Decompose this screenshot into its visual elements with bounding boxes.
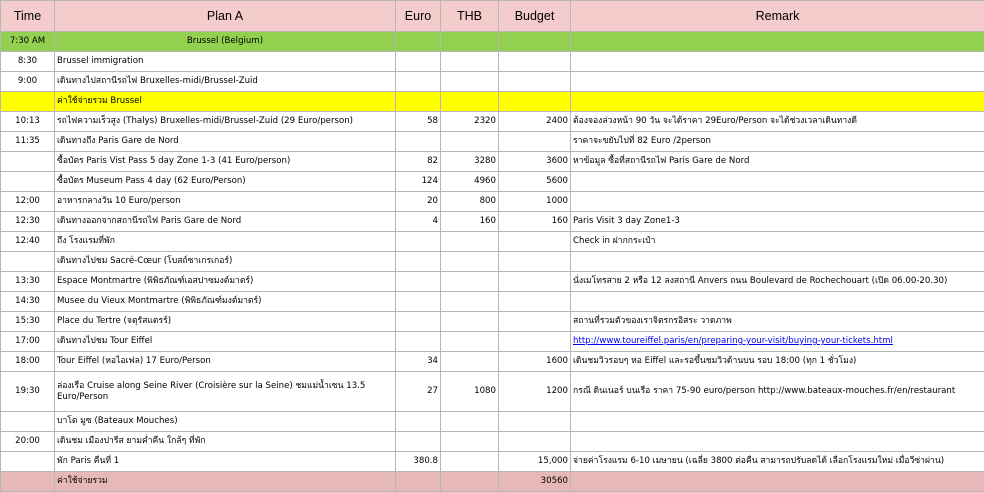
- plan-cell[interactable]: พัก Paris คืนที่ 1: [55, 452, 396, 472]
- remark-cell[interactable]: สถานที่รวมตัวของเราจิตรกรอิสระ วาดภาพ: [571, 312, 984, 332]
- remark-cell[interactable]: [571, 72, 984, 92]
- remark-cell[interactable]: [571, 332, 984, 352]
- time-cell[interactable]: 12:40: [1, 232, 55, 252]
- table-row: [1, 372, 984, 412]
- budget-cell[interactable]: [499, 92, 571, 112]
- thb-cell[interactable]: 800: [441, 192, 499, 212]
- time-cell[interactable]: 20:00: [1, 432, 55, 452]
- plan-cell[interactable]: ซื้อบัตร Museum Pass 4 day (62 Euro/Person): [55, 172, 396, 192]
- plan-cell[interactable]: Brussel (Belgium): [55, 32, 396, 52]
- euro-cell[interactable]: [396, 92, 441, 112]
- remark-cell[interactable]: กรณี ดินเนอร์ บนเรือ ราคา 75-90 euro/person http://www.bateaux-mouches.fr/en/restaurant: [571, 372, 984, 412]
- thb-cell[interactable]: [441, 452, 499, 472]
- time-cell[interactable]: 19:30: [1, 372, 55, 412]
- budget-cell[interactable]: [499, 412, 571, 432]
- time-cell[interactable]: [1, 172, 55, 192]
- budget-cell[interactable]: 2400: [499, 112, 571, 132]
- remark-cell[interactable]: จ่ายค่าโรงแรม 6-10 เมษายน (เฉลี่ย 3800 ต่อคืน สามารถปรับลดได้ เลือกโรงแรมใหม่ เมื่อวีซ่าผ่าน): [571, 452, 984, 472]
- thb-cell[interactable]: 3280: [441, 152, 499, 172]
- table-row: [1, 132, 984, 152]
- thb-cell[interactable]: 2320: [441, 112, 499, 132]
- euro-cell[interactable]: [396, 312, 441, 332]
- thb-cell[interactable]: 4960: [441, 172, 499, 192]
- euro-cell[interactable]: [396, 132, 441, 152]
- plan-cell[interactable]: Espace Montmartre (พิพิธภัณฑ์เอสปาซมงต์มาตร์): [55, 272, 396, 292]
- remark-cell[interactable]: [571, 432, 984, 452]
- plan-cell[interactable]: เดินทางไปชม Tour Eiffel: [55, 332, 396, 352]
- remark-cell[interactable]: [571, 172, 984, 192]
- budget-cell[interactable]: [499, 272, 571, 292]
- time-cell[interactable]: 8:30: [1, 52, 55, 72]
- header-plan[interactable]: Plan A: [55, 1, 396, 32]
- time-cell[interactable]: 13:30: [1, 272, 55, 292]
- euro-cell[interactable]: 4: [396, 212, 441, 232]
- time-cell[interactable]: 10:13: [1, 112, 55, 132]
- header-thb[interactable]: THB: [441, 1, 499, 32]
- euro-cell[interactable]: 27: [396, 372, 441, 412]
- budget-cell[interactable]: 30560: [499, 472, 571, 492]
- plan-cell[interactable]: เดินทางถึง Paris Gare de Nord: [55, 132, 396, 152]
- plan-cell[interactable]: เดินทางไปชม Sacré-Cœur (โบสถ์ซาเกรเกอร์): [55, 252, 396, 272]
- table-row: [1, 52, 984, 72]
- remark-cell[interactable]: นั่งเมโทรสาย 2 หรือ 12 ลงสถานี Anvers ถนน Boulevard de Rochechouart (เปิด 06.00-20.30): [571, 272, 984, 292]
- budget-cell[interactable]: [499, 312, 571, 332]
- table-row: [1, 452, 984, 472]
- budget-cell[interactable]: [499, 232, 571, 252]
- time-cell[interactable]: 9:00: [1, 72, 55, 92]
- plan-cell[interactable]: เดินชม เมืองปารีส ยามค่ำคืน ใกล้ๆ ที่พัก: [55, 432, 396, 452]
- plan-cell[interactable]: Tour Eiffel (หอไอเฟล) 17 Euro/Person: [55, 352, 396, 372]
- table-row: [1, 112, 984, 132]
- budget-cell[interactable]: 15,000: [499, 452, 571, 472]
- table-row: [1, 312, 984, 332]
- budget-cell[interactable]: 5600: [499, 172, 571, 192]
- budget-cell[interactable]: 1200: [499, 372, 571, 412]
- table-row: [1, 332, 984, 352]
- thb-cell[interactable]: 160: [441, 212, 499, 232]
- thb-cell[interactable]: [441, 232, 499, 252]
- time-cell[interactable]: 12:30: [1, 212, 55, 232]
- header-euro[interactable]: Euro: [396, 1, 441, 32]
- time-cell[interactable]: [1, 452, 55, 472]
- euro-cell[interactable]: 380.8: [396, 452, 441, 472]
- thb-cell[interactable]: [441, 72, 499, 92]
- thb-cell[interactable]: [441, 332, 499, 352]
- euro-cell[interactable]: [396, 472, 441, 492]
- euro-cell[interactable]: 82: [396, 152, 441, 172]
- header-budget[interactable]: Budget: [499, 1, 571, 32]
- remark-cell[interactable]: หาข้อมูล ซื้อที่สถานีรถไฟ Paris Gare de Nord: [571, 152, 984, 172]
- euro-cell[interactable]: [396, 252, 441, 272]
- table-row: [1, 352, 984, 372]
- table-row: [1, 232, 984, 252]
- table-row: [1, 172, 984, 192]
- budget-cell[interactable]: [499, 292, 571, 312]
- header-remark[interactable]: Remark: [571, 1, 984, 32]
- header-time[interactable]: Time: [1, 1, 55, 32]
- thb-cell[interactable]: [441, 252, 499, 272]
- euro-cell[interactable]: 124: [396, 172, 441, 192]
- remark-cell[interactable]: [571, 292, 984, 312]
- time-cell[interactable]: 7:30 AM: [1, 32, 55, 52]
- plan-cell[interactable]: Musee du Vieux Montmartre (พิพิธภัณฑ์มงต์มาตร์): [55, 292, 396, 312]
- thb-cell[interactable]: [441, 312, 499, 332]
- euro-cell[interactable]: 34: [396, 352, 441, 372]
- budget-cell[interactable]: 3600: [499, 152, 571, 172]
- budget-cell[interactable]: 160: [499, 212, 571, 232]
- thb-cell[interactable]: [441, 352, 499, 372]
- time-cell[interactable]: 15:30: [1, 312, 55, 332]
- remark-cell[interactable]: ต้องจองล่วงหน้า 90 วัน จะได้ราคา 29Euro/Person จะได้ช่วงเวลาเดินทางดี: [571, 112, 984, 132]
- remark-cell[interactable]: เดินชมวิวรอบๆ หอ Eiffel และรอขึ้นชมวิวด้านบน รอบ 18:00 (ทุก 1 ชั่วโมง): [571, 352, 984, 372]
- plan-cell[interactable]: ล่องเรือ Cruise along Seine River (Croisière sur la Seine) ชมแม่น้ำเซน 13.5 Euro/Person: [55, 372, 396, 412]
- table-row: [1, 192, 984, 212]
- thb-cell[interactable]: [441, 132, 499, 152]
- table-row: [1, 212, 984, 232]
- budget-cell[interactable]: 1600: [499, 352, 571, 372]
- table-row: [1, 432, 984, 452]
- remark-cell[interactable]: [571, 92, 984, 112]
- remark-cell[interactable]: [571, 412, 984, 432]
- thb-cell[interactable]: [441, 52, 499, 72]
- time-cell[interactable]: 11:35: [1, 132, 55, 152]
- thb-cell[interactable]: [441, 32, 499, 52]
- euro-cell[interactable]: [396, 72, 441, 92]
- table-row: [1, 412, 984, 432]
- thb-cell[interactable]: [441, 432, 499, 452]
- remark-cell[interactable]: [571, 192, 984, 212]
- budget-cell[interactable]: [499, 332, 571, 352]
- thb-cell[interactable]: [441, 292, 499, 312]
- table-row: [1, 272, 984, 292]
- plan-cell[interactable]: อาหารกลางวัน 10 Euro/person: [55, 192, 396, 212]
- euro-cell[interactable]: [396, 292, 441, 312]
- euro-cell[interactable]: 20: [396, 192, 441, 212]
- remark-cell[interactable]: [571, 52, 984, 72]
- budget-cell[interactable]: [499, 252, 571, 272]
- table-row: [1, 92, 984, 112]
- time-cell[interactable]: [1, 92, 55, 112]
- time-cell[interactable]: 17:00: [1, 332, 55, 352]
- euro-cell[interactable]: [396, 272, 441, 292]
- remark-cell[interactable]: Check in ฝากกระเป๋า: [571, 232, 984, 252]
- euro-cell[interactable]: 58: [396, 112, 441, 132]
- budget-cell[interactable]: [499, 32, 571, 52]
- time-cell[interactable]: 12:00: [1, 192, 55, 212]
- time-cell[interactable]: 18:00: [1, 352, 55, 372]
- time-cell[interactable]: [1, 472, 55, 492]
- time-cell[interactable]: [1, 252, 55, 272]
- table-row: [1, 252, 984, 272]
- budget-cell[interactable]: 1000: [499, 192, 571, 212]
- remark-cell[interactable]: [571, 32, 984, 52]
- plan-cell[interactable]: รถไฟความเร็วสูง (Thalys) Bruxelles-midi/Brussel-Zuid (29 Euro/person): [55, 112, 396, 132]
- remark-cell[interactable]: [571, 472, 984, 492]
- time-cell[interactable]: [1, 152, 55, 172]
- remark-cell[interactable]: Paris Visit 3 day Zone1-3: [571, 212, 984, 232]
- thb-cell[interactable]: [441, 472, 499, 492]
- table-row: [1, 472, 984, 492]
- remark-link[interactable]: http://www.toureiffel.paris/en/preparing-your-visit/buying-your-tickets.html: [573, 336, 893, 346]
- table-row: [1, 152, 984, 172]
- plan-cell[interactable]: ถึง โรงแรมที่พัก: [55, 232, 396, 252]
- plan-cell[interactable]: Brussel immigration: [55, 52, 396, 72]
- plan-cell[interactable]: เดินทางไปสถานีรถไฟ Bruxelles-midi/Brussel-Zuid: [55, 72, 396, 92]
- plan-cell[interactable]: Place du Tertre (จตุรัสแตรร์): [55, 312, 396, 332]
- remark-cell[interactable]: [571, 252, 984, 272]
- thb-cell[interactable]: [441, 92, 499, 112]
- plan-cell[interactable]: ซื้อบัตร Paris Vist Pass 5 day Zone 1-3 (41 Euro/person): [55, 152, 396, 172]
- plan-cell[interactable]: ค่าใช้จ่ายรวม: [55, 472, 396, 492]
- euro-cell[interactable]: [396, 232, 441, 252]
- thb-cell[interactable]: [441, 412, 499, 432]
- time-cell[interactable]: 14:30: [1, 292, 55, 312]
- budget-cell[interactable]: [499, 52, 571, 72]
- plan-cell[interactable]: ค่าใช้จ่ายรวม Brussel: [55, 92, 396, 112]
- budget-cell[interactable]: [499, 432, 571, 452]
- euro-cell[interactable]: [396, 52, 441, 72]
- budget-cell[interactable]: [499, 132, 571, 152]
- time-cell[interactable]: [1, 412, 55, 432]
- euro-cell[interactable]: [396, 432, 441, 452]
- budget-cell[interactable]: [499, 72, 571, 92]
- table-row: [1, 292, 984, 312]
- euro-cell[interactable]: [396, 412, 441, 432]
- euro-cell[interactable]: [396, 332, 441, 352]
- remark-cell[interactable]: ราคาจะขยับไปที่ 82 Euro /2person: [571, 132, 984, 152]
- thb-cell[interactable]: [441, 272, 499, 292]
- table-row: [1, 72, 984, 92]
- thb-cell[interactable]: 1080: [441, 372, 499, 412]
- euro-cell[interactable]: [396, 32, 441, 52]
- plan-cell[interactable]: บาโต มูซ (Bateaux Mouches): [55, 412, 396, 432]
- table-row: [1, 32, 984, 52]
- header-row: [1, 1, 984, 32]
- plan-cell[interactable]: เดินทางออกจากสถานีรถไฟ Paris Gare de Nord: [55, 212, 396, 232]
